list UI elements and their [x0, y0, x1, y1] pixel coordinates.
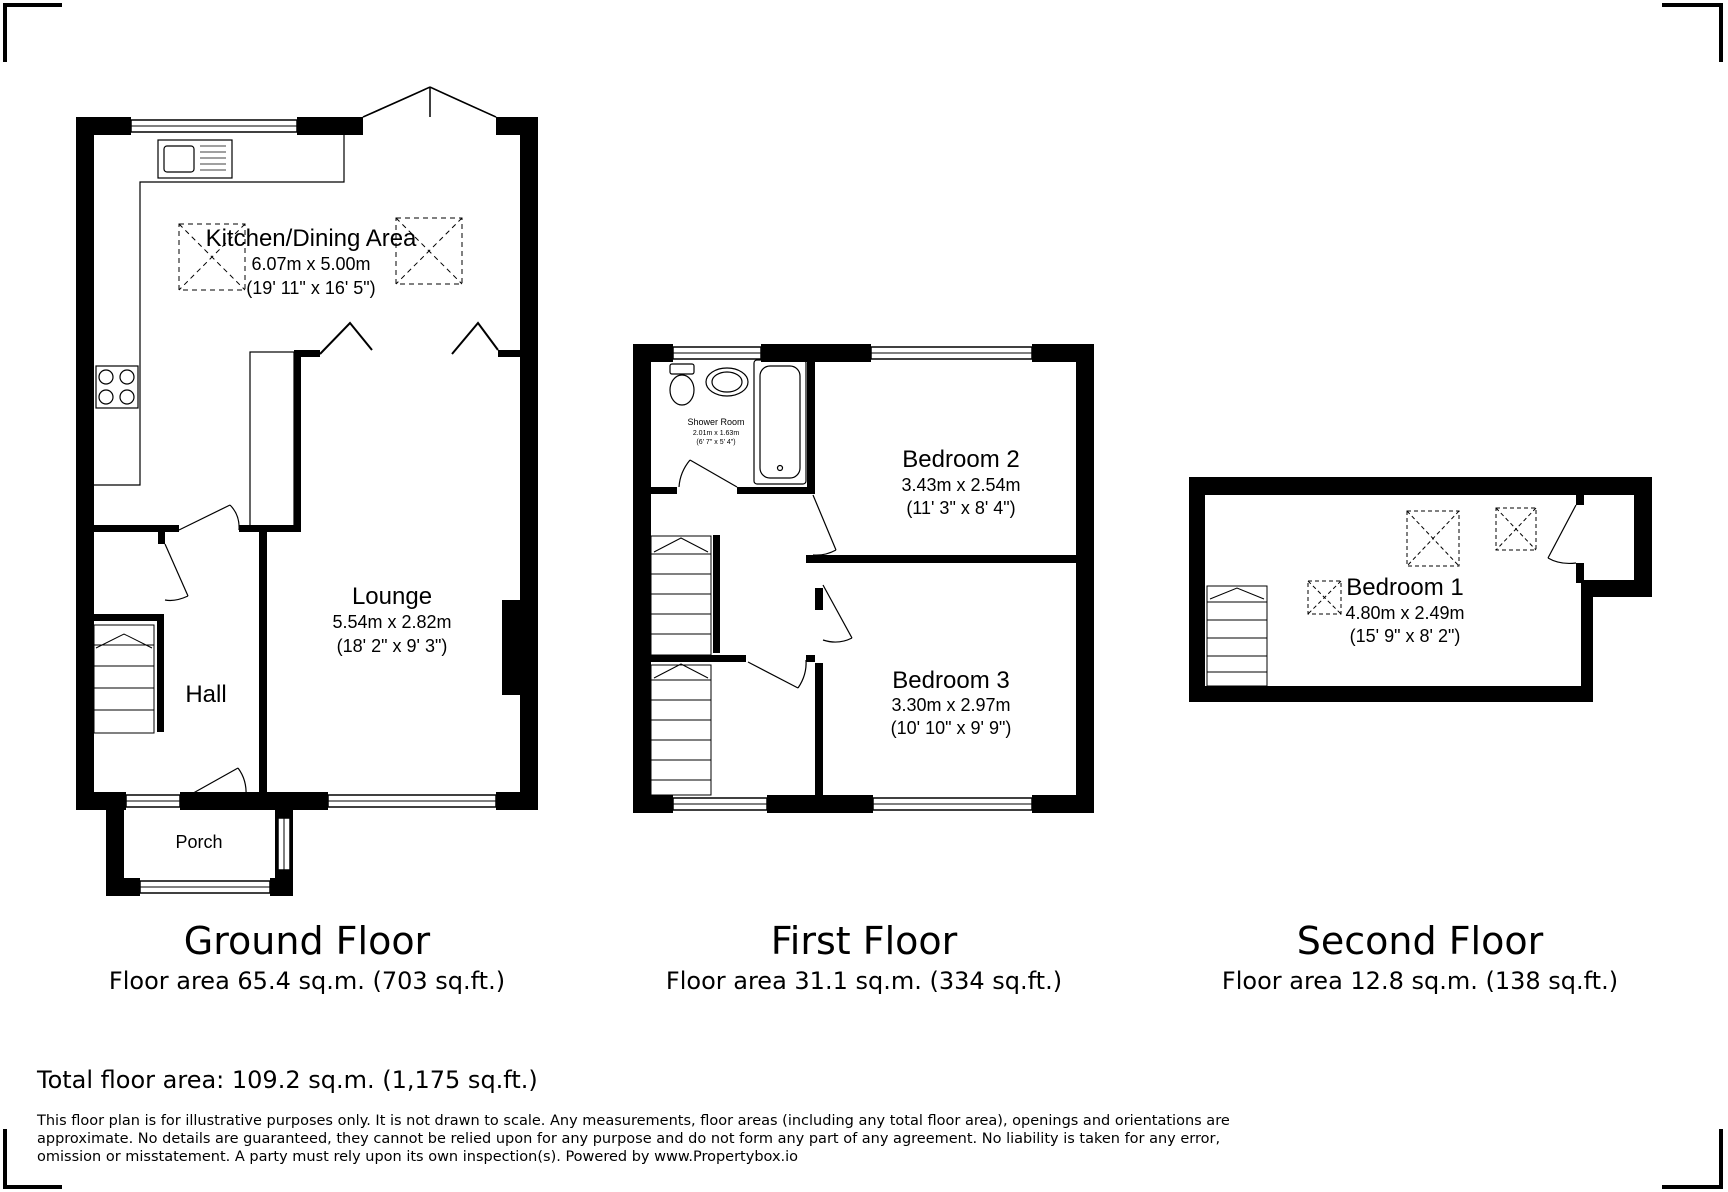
- room-label-bedroom-1: Bedroom 1: [1346, 574, 1464, 601]
- room-dim-imperial-kitchen: (19' 11" x 16' 5"): [246, 278, 376, 298]
- room-label-shower-room: Shower Room: [687, 417, 745, 427]
- room-dim-metric-bedroom-2: 3.43m x 2.54m: [901, 475, 1021, 495]
- total-floor-area: Total floor area: 109.2 sq.m. (1,175 sq.ft.): [37, 1066, 538, 1094]
- room-dim-metric-kitchen: 6.07m x 5.00m: [251, 254, 371, 274]
- room-dim-imperial-bedroom-1: (15' 9" x 8' 2"): [1349, 626, 1461, 646]
- floor-title-ground: Ground Floor: [183, 919, 431, 963]
- room-dim-imperial-bedroom-3: (10' 10" x 9' 9"): [890, 718, 1012, 738]
- second-floor-plan: [1189, 477, 1652, 702]
- floor-title-second: Second Floor: [1296, 919, 1544, 963]
- disclaimer-line: approximate. No details are guaranteed, they cannot be relied upon for any purpose and do not form any part of any agreement. No liability is taken for any error,: [37, 1131, 1221, 1147]
- room-label-bedroom-3: Bedroom 3: [892, 667, 1010, 694]
- room-dim-imperial-lounge: (18' 2" x 9' 3"): [336, 636, 448, 656]
- room-label-porch: Porch: [175, 832, 223, 852]
- room-label-bedroom-2: Bedroom 2: [902, 446, 1020, 473]
- floor-area-ground: Floor area 65.4 sq.m. (703 sq.ft.): [108, 967, 506, 995]
- room-label-hall: Hall: [185, 681, 227, 708]
- room-dim-metric-bedroom-1: 4.80m x 2.49m: [1345, 603, 1465, 623]
- room-label-kitchen: Kitchen/Dining Area: [205, 225, 417, 252]
- room-dim-metric-shower-room: 2.01m x 1.63m: [692, 430, 740, 437]
- floor-title-first: First Floor: [770, 919, 958, 963]
- first-floor-plan: [633, 344, 1094, 813]
- disclaimer-line: omission or misstatement. A party must rely upon its own inspection(s). Powered by www.Propertybox.io: [37, 1149, 799, 1165]
- room-dim-imperial-shower-room: (6' 7" x 5' 4"): [696, 439, 736, 446]
- disclaimer-line: This floor plan is for illustrative purposes only. It is not drawn to scale. Any measurements, floor areas (including any total floor area), openings and orientations are: [37, 1113, 1230, 1129]
- floor-area-second: Floor area 12.8 sq.m. (138 sq.ft.): [1221, 967, 1619, 995]
- room-dim-metric-bedroom-3: 3.30m x 2.97m: [891, 695, 1011, 715]
- room-label-lounge: Lounge: [351, 583, 433, 610]
- disclaimer: [37, 1112, 1237, 1166]
- room-dim-imperial-bedroom-2: (11' 3" x 8' 4"): [906, 498, 1016, 518]
- ground-floor-plan: [76, 87, 538, 896]
- floor-area-first: Floor area 31.1 sq.m. (334 sq.ft.): [665, 967, 1063, 995]
- room-dim-metric-lounge: 5.54m x 2.82m: [332, 612, 452, 632]
